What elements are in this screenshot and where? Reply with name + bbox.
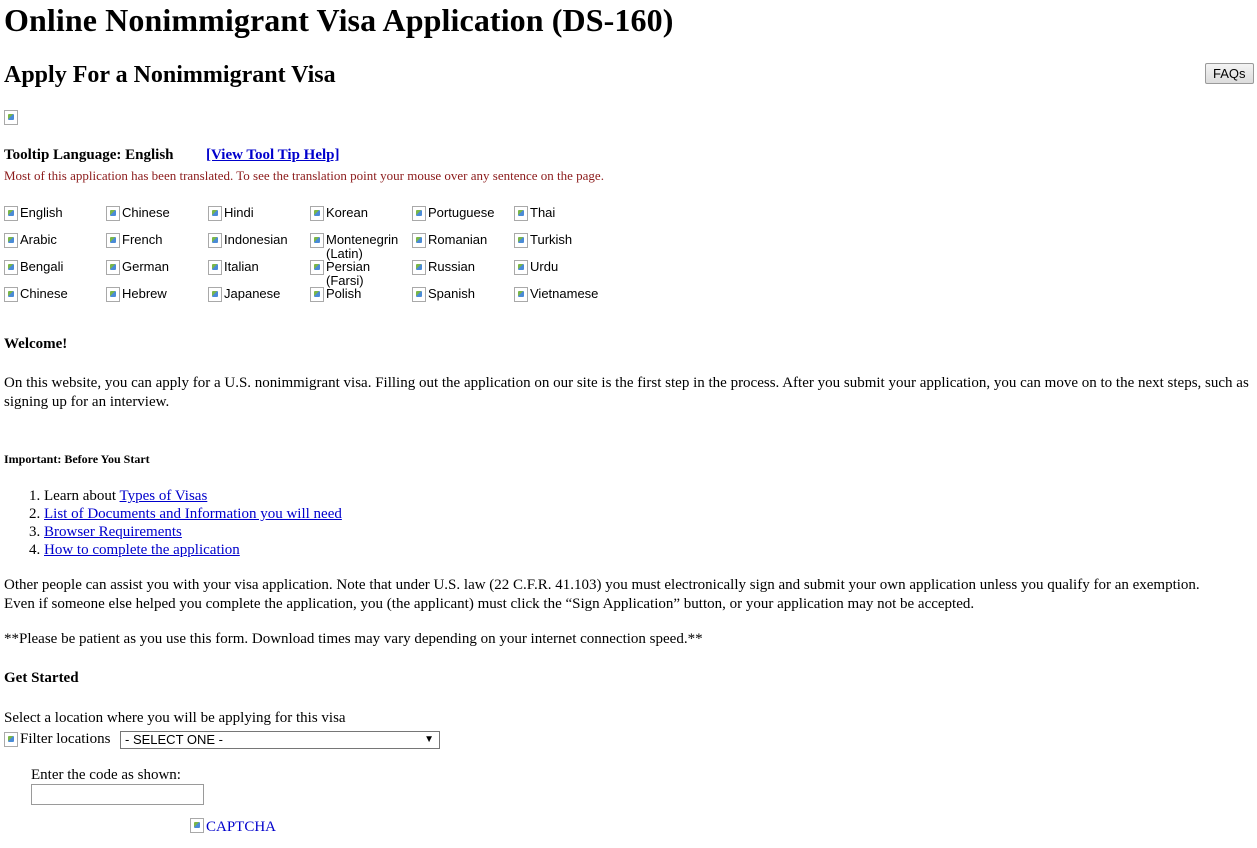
list-item <box>44 487 342 505</box>
language-option[interactable] <box>412 206 512 221</box>
language-label: German <box>122 259 169 274</box>
flag-icon <box>106 206 120 221</box>
flag-icon <box>106 287 120 302</box>
language-option[interactable] <box>514 260 614 275</box>
captcha-image <box>190 818 276 836</box>
language-label: Urdu <box>530 259 559 274</box>
flag-icon <box>514 287 528 302</box>
page-subtitle: Apply For a Nonimmigrant Visa <box>4 62 336 88</box>
location-select[interactable] <box>120 731 440 749</box>
flag-icon <box>106 233 120 248</box>
language-option[interactable] <box>106 233 206 248</box>
chevron-down-icon: ▼ <box>424 734 434 745</box>
language-option[interactable] <box>514 287 614 302</box>
documents-list-link[interactable]: List of Documents and Information you will need <box>44 506 342 522</box>
language-label: English <box>20 205 63 220</box>
flag-icon <box>4 206 18 221</box>
flag-icon <box>514 233 528 248</box>
flag-icon <box>208 206 222 221</box>
browser-requirements-link[interactable]: Browser Requirements <box>44 524 182 540</box>
language-label: Portuguese <box>428 205 495 220</box>
language-label: Vietnamese <box>530 286 599 301</box>
language-option[interactable] <box>4 233 104 248</box>
patience-text: **Please be patient as you use this form. Download times may vary depending on your internet connection speed.** <box>4 631 703 647</box>
location-select-value: - SELECT ONE - <box>125 732 224 747</box>
filter-locations <box>4 730 110 749</box>
language-option[interactable] <box>208 233 308 248</box>
welcome-text: On this website, you can apply for a U.S. nonimmigrant visa. Filling out the application on our site is the first step in the process. After you submit your application, you can move on to the next steps, such as signing up for an interview. <box>4 375 1249 410</box>
language-label: Chinese <box>20 286 68 301</box>
captcha-code-input[interactable] <box>31 784 204 805</box>
language-label: Spanish <box>428 286 475 301</box>
flag-icon <box>412 260 426 275</box>
language-label: Turkish <box>530 232 573 247</box>
list-item <box>44 523 342 541</box>
flag-icon <box>310 260 324 275</box>
language-label: Persian (Farsi) <box>326 259 371 288</box>
language-option[interactable] <box>310 260 410 288</box>
captcha-icon <box>190 818 204 833</box>
language-label: Russian <box>428 259 475 274</box>
language-label: Arabic <box>20 232 57 247</box>
flag-icon <box>208 287 222 302</box>
flag-icon <box>310 233 324 248</box>
language-option[interactable] <box>106 206 206 221</box>
language-option[interactable] <box>310 287 410 302</box>
step-text: Learn about <box>44 488 120 504</box>
flag-icon <box>412 287 426 302</box>
language-option[interactable] <box>412 260 512 275</box>
flag-icon <box>514 206 528 221</box>
faqs-button[interactable]: FAQs <box>1205 63 1254 84</box>
translation-note: Most of this application has been translated. To see the translation point your mouse over any sentence on the page. <box>4 168 604 183</box>
code-prompt: Enter the code as shown: <box>31 767 181 783</box>
flag-icon <box>412 233 426 248</box>
language-label: Romanian <box>428 232 488 247</box>
language-label: Korean <box>326 205 368 220</box>
broken-image-icon <box>4 110 18 125</box>
language-option[interactable] <box>208 287 308 302</box>
language-option[interactable] <box>310 233 410 261</box>
language-label: Montenegrin (Latin) <box>326 232 399 261</box>
language-label: French <box>122 232 163 247</box>
flag-icon <box>412 206 426 221</box>
language-label: Polish <box>326 286 362 301</box>
language-option[interactable] <box>412 287 512 302</box>
language-label: Japanese <box>224 286 281 301</box>
flag-icon <box>4 233 18 248</box>
page-title: Online Nonimmigrant Visa Application (DS-160) <box>4 2 674 38</box>
flag-icon <box>310 287 324 302</box>
language-label: Thai <box>530 205 556 220</box>
language-option[interactable] <box>412 233 512 248</box>
language-option[interactable] <box>514 206 614 221</box>
captcha-alt-text: CAPTCHA <box>206 819 277 835</box>
filter-locations-label: Filter locations <box>20 731 111 747</box>
language-option[interactable] <box>106 287 206 302</box>
language-label: Italian <box>224 259 259 274</box>
assist-text: Other people can assist you with your visa application. Note that under U.S. law (22 C.F.R. 41.103) you must electronically sign and submit your own application unless you qualify for an exemption. Even if someone else helped you complete the application, you (the applicant) must click the “Sign Application” button, or your application may not be accepted. <box>4 577 1200 612</box>
language-label: Bengali <box>20 259 64 274</box>
language-option[interactable] <box>514 233 614 248</box>
types-of-visas-link[interactable]: Types of Visas <box>119 488 208 504</box>
flag-icon <box>514 260 528 275</box>
flag-icon <box>310 206 324 221</box>
filter-icon <box>4 732 18 747</box>
language-option[interactable] <box>4 287 104 302</box>
flag-icon <box>4 287 18 302</box>
welcome-heading: Welcome! <box>4 336 68 352</box>
language-option[interactable] <box>4 206 104 221</box>
language-option[interactable] <box>4 260 104 275</box>
flag-icon <box>208 260 222 275</box>
get-started-heading: Get Started <box>4 670 79 686</box>
language-label: Indonesian <box>224 232 288 247</box>
flag-icon <box>4 260 18 275</box>
list-item <box>44 505 342 523</box>
language-label: Hindi <box>224 205 254 220</box>
tooltip-language-label: Tooltip Language: English <box>4 147 174 163</box>
view-tooltip-help-link[interactable]: [View Tool Tip Help] <box>206 147 340 163</box>
important-heading: Important: Before You Start <box>4 452 150 466</box>
list-item <box>44 541 342 559</box>
language-option[interactable] <box>310 206 410 221</box>
language-label: Chinese <box>122 205 170 220</box>
language-label: Hebrew <box>122 286 167 301</box>
location-prompt: Select a location where you will be applying for this visa <box>4 710 346 726</box>
flag-icon <box>208 233 222 248</box>
how-to-complete-link[interactable]: How to complete the application <box>44 542 240 558</box>
flag-icon <box>106 260 120 275</box>
language-option[interactable] <box>106 260 206 275</box>
language-option[interactable] <box>208 260 308 275</box>
language-option[interactable] <box>208 206 308 221</box>
before-you-start-list <box>4 487 342 559</box>
